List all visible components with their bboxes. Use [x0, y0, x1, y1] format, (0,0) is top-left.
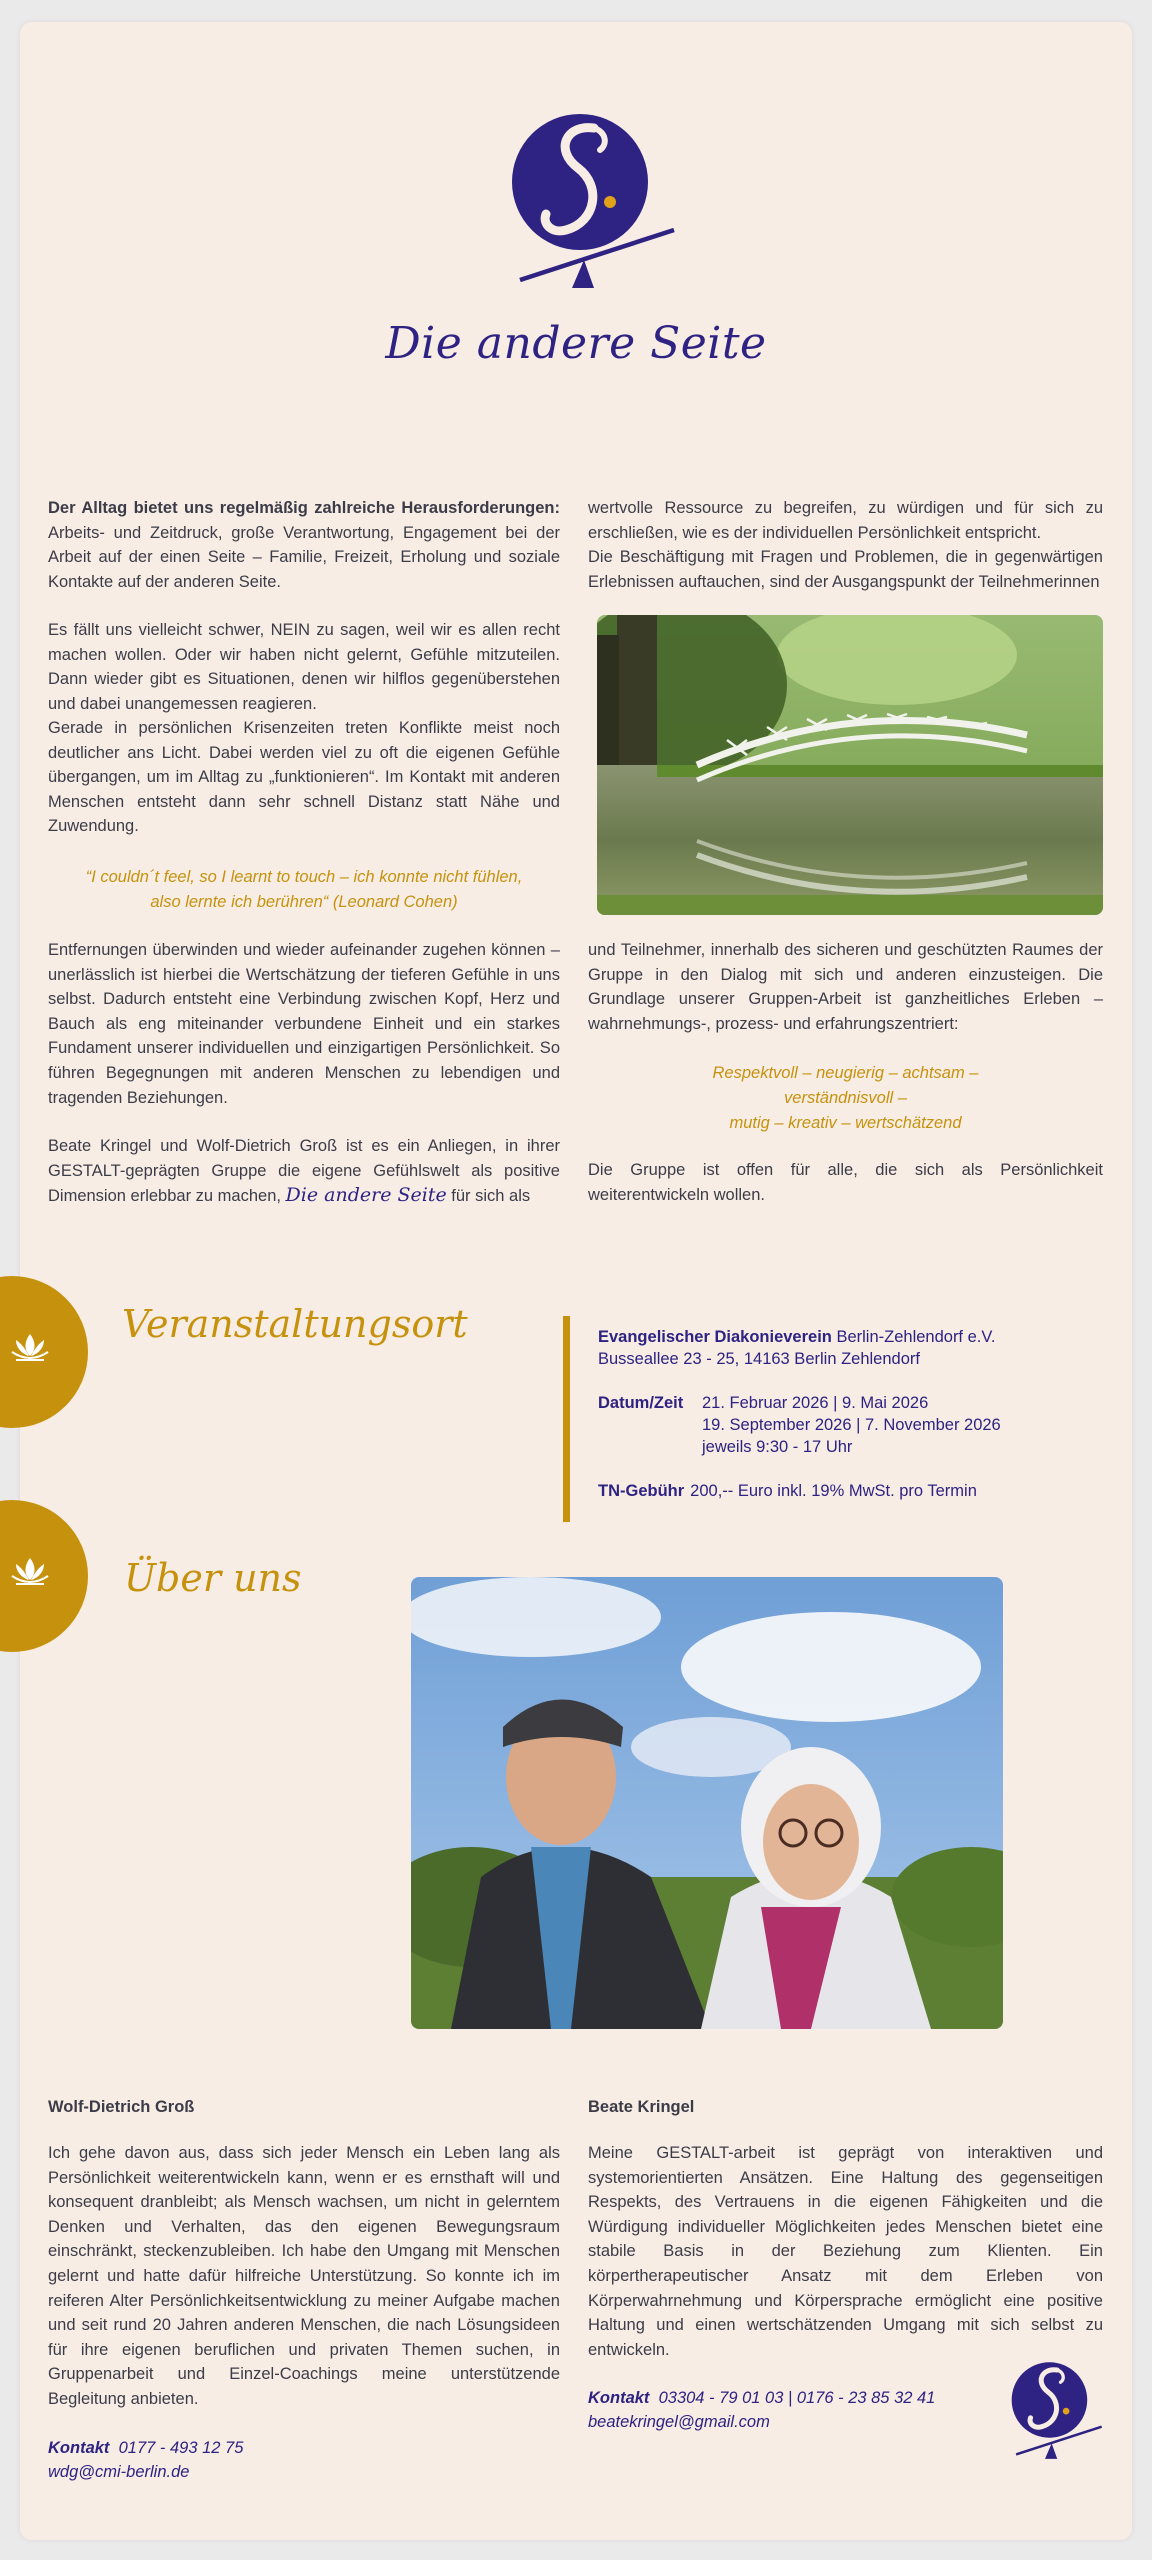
contact-email[interactable]: wdg@cmi-berlin.de — [48, 2462, 190, 2481]
quote-line-1: “I couldn´t feel, so I learnt to touch – ich konnte nicht fühlen, — [85, 868, 523, 886]
venue-heading: Veranstaltungsort — [122, 1302, 468, 1346]
values-line-2: verständnisvoll – — [784, 1089, 907, 1107]
date-line-1: 21. Februar 2026 | 9. Mai 2026 — [702, 1394, 929, 1412]
venue-dates — [598, 1392, 1083, 1458]
intro-lead-rest: Arbeits- und Zeitdruck, große Verantwortung, Engagement bei der Arbeit auf der einen Seite – Familie, Freizeit, Erholung und soziale Kontakte auf der anderen Seite. — [48, 523, 560, 591]
fee-label: TN-Gebühr — [598, 1482, 685, 1500]
inline-brand-name: Die andere Seite — [285, 1184, 447, 1207]
intro-paragraph-4: Entfernungen überwinden und wieder aufeinander zugehen können – unerlässlich ist hierbei die Wertschätzung der tieferen Gefühle in uns selbst. Dadurch entsteht eine Verbindung zwischen Kopf, Herz und Bauch als eng miteinander verbundene Einheit und ein starkes Fundament unserer individuellen und einzigartigen Persönlichkeit. So führen Begegnungen mit anderen Menschen zu lebendigen und tragenden Beziehungen. — [48, 941, 560, 1107]
venue-fee — [598, 1480, 1083, 1502]
person-bio: Ich gehe davon aus, dass sich jeder Mensch ein Leben lang als Persönlichkeit weiterentwickeln kann, wenn er es ernsthaft will und konsequent dranbleibt; als Mensch wachsen, um nicht in gelerntem Denken und Verhalten, das den eigenen Bewegungsraum einschränkt, steckenzubleiben. Ich habe den Umgang mit Menschen gelernt und hatte dafür hilfreiche Unterstützung. So konnte ich im reiferen Alter Persönlichkeitsentwicklung zu meiner Aufgabe machen und seit rund 20 Jahren anderen Menschen, die nach Lösungsideen für ihre eigenen beruflichen und privaten Themen suchen, in Gruppenarbeit und Einzel-Coachings meine unterstützende Begleitung anbieten. — [48, 2144, 560, 2408]
right-paragraph-3: Die Gruppe ist offen für alle, die sich als Persönlichkeit weiterentwickeln wollen. — [588, 1161, 1103, 1204]
intro-paragraph-1 — [48, 496, 560, 594]
cohen-quote — [48, 865, 560, 915]
paragraph5-text: Beate Kringel und Wolf-Dietrich Groß ist es ein Anliegen, in ihrer GESTALT-geprägten Gruppe die eigene Gefühlswelt als positive Dimension erlebbar zu machen, — [48, 1137, 560, 1206]
venue-org-bold: Evangelischer Diakonieverein — [598, 1328, 832, 1346]
venue-info-box — [563, 1316, 1083, 1522]
date-line-2: 19. September 2026 | 7. November 2026 — [702, 1416, 1001, 1434]
right-top-text: wertvolle Ressource zu begreifen, zu würdigen und für sich zu erschließen, wie es der individuellen Persönlichkeit entspricht. — [588, 499, 1103, 542]
paragraph5-tail: für sich als — [446, 1187, 531, 1206]
intro-paragraph-2: Es fällt uns vielleicht schwer, NEIN zu sagen, weil wir es allen recht machen wollen. Oder wir haben nicht gelernt, Gefühle mitzuteilen. Dann wieder gibt es Situationen, denen wir hilflos gegenüberstehen und dabei unangemessen reagieren. — [48, 621, 560, 713]
brand-title: Die andere Seite — [385, 318, 767, 369]
person-wolf-dietrich — [48, 2098, 560, 2484]
venue-address: Busseallee 23 - 25, 14163 Berlin Zehlendorf — [598, 1350, 920, 1368]
right-top-text-2: Die Beschäftigung mit Fragen und Problemen, die in gegenwärtigen Erlebnissen auftauchen, sind der Ausgangspunkt der Teilnehmerinnen — [588, 548, 1103, 591]
right-paragraph-1 — [588, 496, 1103, 594]
bridge-photo — [597, 615, 1103, 915]
quote-line-2: also lernte ich berühren“ (Leonard Cohen) — [150, 893, 458, 911]
lotus-icon — [10, 1330, 50, 1364]
intro-lead: Der Alltag bietet uns regelmäßig zahlreiche Herausforderungen: — [48, 499, 560, 517]
contact-label: Kontakt — [48, 2438, 110, 2457]
person-name: Wolf-Dietrich Groß — [48, 2098, 195, 2116]
values-list — [588, 1061, 1103, 1136]
fee-value: 200,-- Euro inkl. 19% MwSt. pro Termin — [690, 1482, 977, 1500]
values-line-3: mutig – kreativ – wertschätzend — [729, 1114, 962, 1132]
contact-phone: 0177 - 493 12 75 — [118, 2438, 244, 2457]
brand-logo-icon — [486, 110, 676, 290]
date-values — [702, 1392, 1001, 1458]
about-heading: Über uns — [124, 1556, 302, 1600]
contact-phone: 03304 - 79 01 03 | 0176 - 23 85 32 41 — [658, 2389, 936, 2408]
intro-paragraph-3: Gerade in persönlichen Krisenzeiten treten Konflikte meist noch deutlicher ans Licht. Dabei werden viel zu oft die eigenen Gefühle übergangen, um im Alltag zu „funktionieren“. Im Kontakt mit anderen Menschen entsteht dann sehr schnell Distanz statt Nähe und Zuwendung. — [48, 719, 560, 836]
venue-org-rest: Berlin-Zehlendorf e.V. — [831, 1328, 996, 1346]
couple-photo — [411, 1577, 1003, 2029]
contact-email[interactable]: beatekringel@gmail.com — [588, 2413, 770, 2432]
brand-logo-small-icon — [996, 2360, 1104, 2460]
venue-organisation — [598, 1326, 1083, 1348]
intro-paragraph-5 — [48, 1134, 560, 1209]
date-label: Datum/Zeit — [598, 1394, 684, 1412]
values-line-1: Respektvoll – neugierig – achtsam – — [712, 1064, 979, 1082]
lotus-icon — [10, 1554, 50, 1588]
person-bio: Meine GESTALT-arbeit ist geprägt von interaktiven und systemorientierten Ansätzen. Eine Haltung des gegenseitigen Respekts, des Vertrauens in die eigenen Fähigkeiten und die Würdigung individueller Möglichkeiten jedes Menschen bietet eine stabile Basis in der Beziehung zum Klienten. Ein körpertherapeutischer Ansatz mit dem Erleben von Körperwahrnehmung und Körpersprache ermöglicht eine positive Haltung und einen wertschätzenden Umgang mit sich selbst zu entwickeln. — [588, 2144, 1103, 2359]
date-line-3: jeweils 9:30 - 17 Uhr — [702, 1438, 853, 1456]
person-name: Beate Kringel — [588, 2098, 695, 2116]
right-paragraph-2: und Teilnehmer, innerhalb des sicheren und geschützten Raumes der Gruppe in den Dialog mit sich und anderen einzusteigen. Die Grundlage unserer Gruppen-Arbeit ist ganzheitliches Erleben – wahrnehmungs-, prozess- und erfahrungszentriert: — [588, 941, 1103, 1033]
contact-label: Kontakt — [588, 2389, 650, 2408]
person-contact — [48, 2436, 560, 2460]
